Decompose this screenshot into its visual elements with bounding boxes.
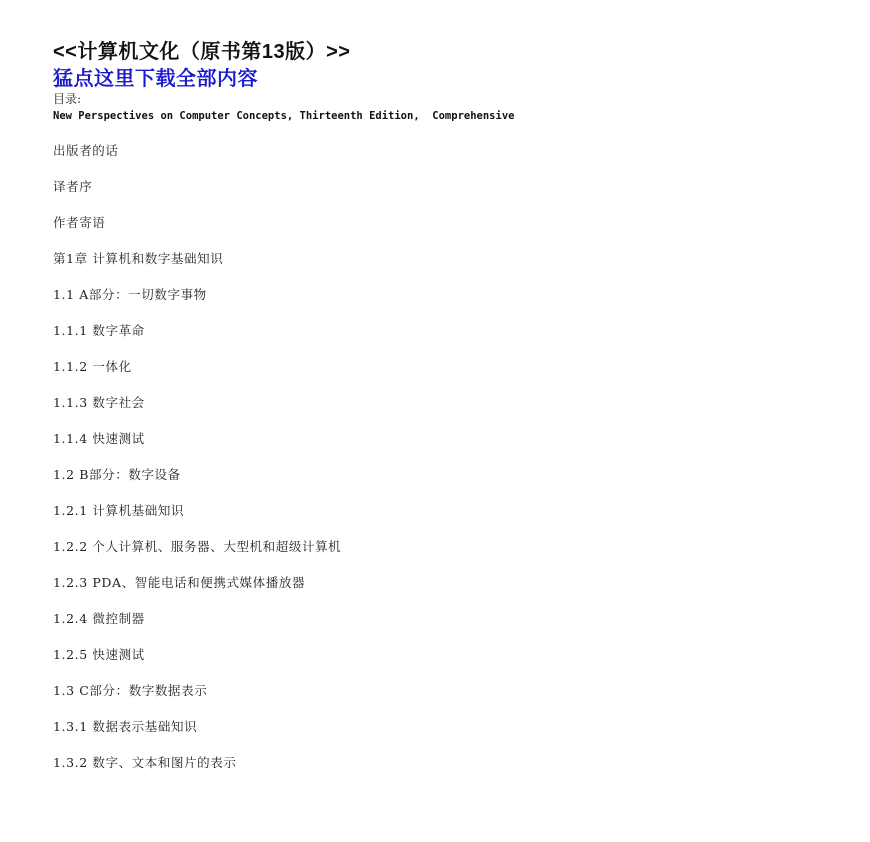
toc-item: 1.1.3 数字社会 xyxy=(53,395,145,410)
toc-item: 1.1 A部分：一切数字事物 xyxy=(53,287,207,302)
toc-item: 1.1.2 一体化 xyxy=(53,359,132,374)
toc-item: 作者寄语 xyxy=(53,215,106,230)
toc-item: 1.2.5 快速测试 xyxy=(53,647,145,662)
toc-item: 1.2.2 个人计算机、服务器、大型机和超级计算机 xyxy=(53,539,342,554)
toc-item: 1.1.4 快速测试 xyxy=(53,431,145,446)
toc-item: 译者序 xyxy=(53,179,93,194)
toc-item: 1.3 C部分：数字数据表示 xyxy=(53,683,208,698)
document-page xyxy=(53,40,853,791)
toc-label: 目录: xyxy=(53,92,82,106)
toc-item: 1.3.1 数据表示基础知识 xyxy=(53,719,198,734)
book-title: <<计算机文化（原书第13版）>> xyxy=(53,41,351,63)
toc-item: 第1章 计算机和数字基础知识 xyxy=(53,251,224,266)
toc-item: 出版者的话 xyxy=(53,143,119,158)
toc-item: 1.3.2 数字、文本和图片的表示 xyxy=(53,755,237,770)
toc-item: 1.2 B部分：数字设备 xyxy=(53,467,181,482)
english-subtitle: New Perspectives on Computer Concepts, Thirteenth Edition, Comprehensive xyxy=(53,110,515,122)
toc-item: 1.2.4 微控制器 xyxy=(53,611,145,626)
toc-item: 1.2.3 PDA、智能电话和便携式媒体播放器 xyxy=(53,575,306,590)
download-all-link[interactable]: 猛点这里下载全部内容 xyxy=(53,66,258,90)
toc-item: 1.1.1 数字革命 xyxy=(53,323,145,338)
toc-item: 1.2.1 计算机基础知识 xyxy=(53,503,185,518)
toc-list xyxy=(53,143,853,771)
